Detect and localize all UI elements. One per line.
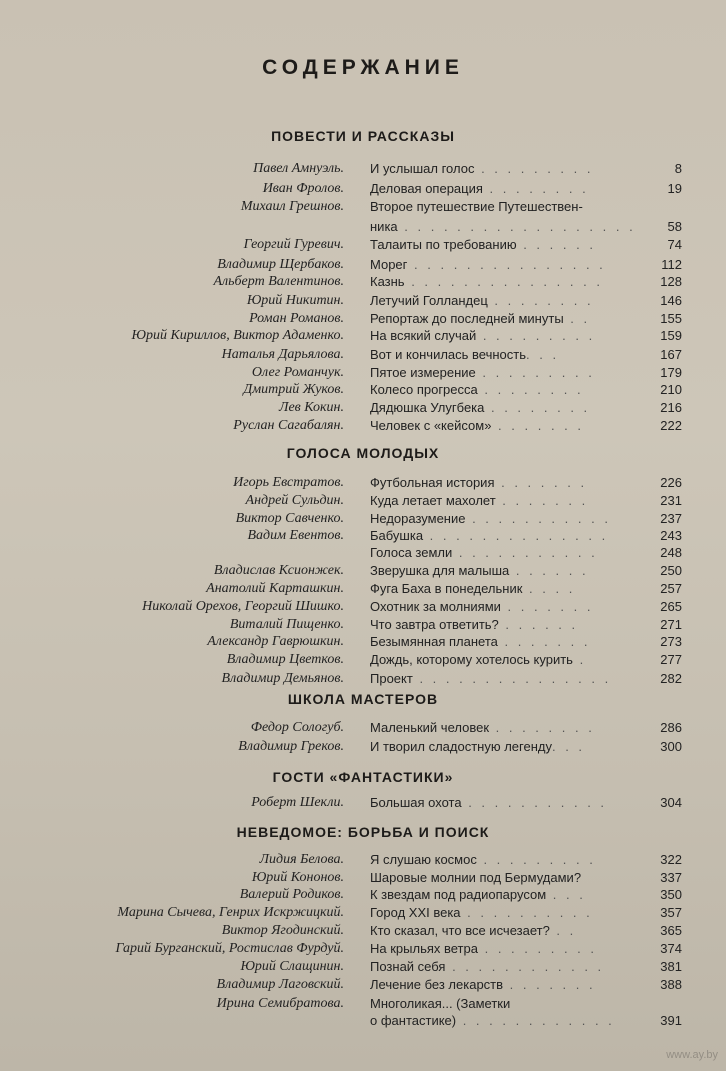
entry-page-number: 381 bbox=[660, 959, 682, 974]
entry-leader-dots: . . bbox=[563, 311, 591, 326]
entry-leader-dots: . . . . . . bbox=[498, 617, 579, 632]
entry-title bbox=[370, 346, 559, 363]
section-heading-stories: ПОВЕСТИ И РАССКАЗЫ bbox=[271, 128, 455, 144]
section-heading-masters-school: ШКОЛА МАСТЕРОВ bbox=[287, 691, 439, 707]
toc-entry bbox=[0, 598, 726, 616]
entry-title-text: На всякий случай bbox=[370, 328, 477, 343]
entry-author: Анатолий Карташкин. bbox=[206, 581, 344, 596]
entry-author: Юрий Кириллов, Виктор Адаменко. bbox=[131, 328, 344, 343]
entry-title-text: Голоса земли bbox=[370, 545, 453, 560]
entry-title-text: Дождь, которому хотелось курить bbox=[370, 652, 573, 667]
entry-page-number: 273 bbox=[660, 634, 682, 649]
entry-title bbox=[370, 417, 584, 434]
entry-leader-dots: . . . bbox=[551, 739, 586, 754]
watermark: www.ay.by bbox=[666, 1049, 718, 1061]
entry-leader-dots: . . . bbox=[546, 887, 586, 902]
toc-entry bbox=[0, 364, 726, 382]
section-heading-guests: ГОСТИ «ФАНТАСТИКИ» bbox=[272, 769, 454, 785]
entry-leader-dots: . . . . . . . . . . . . . . . . . . bbox=[397, 219, 636, 234]
entry-leader-dots: . . . . . . . . . bbox=[477, 941, 597, 956]
entry-title bbox=[370, 474, 587, 491]
entry-author: Владимир Цветков. bbox=[226, 652, 344, 667]
entry-page-number: 226 bbox=[660, 475, 682, 490]
toc-entry bbox=[0, 327, 726, 345]
entry-title bbox=[370, 651, 586, 668]
entry-author: Роберт Шекли. bbox=[251, 795, 344, 810]
entry-author: Виктор Ягодинский. bbox=[221, 923, 344, 938]
entry-author: Виктор Савченко. bbox=[235, 511, 344, 526]
entry-leader-dots: . . . . . . . . . . . . . . . bbox=[407, 257, 606, 272]
entry-title-text: Летучий Голландец bbox=[370, 293, 488, 308]
toc-entry bbox=[0, 651, 726, 669]
toc-entry bbox=[0, 180, 726, 198]
entry-leader-dots: . . . . . . . . . . . bbox=[465, 511, 611, 526]
entry-title bbox=[370, 562, 589, 579]
entry-leader-dots: . . . . . . . . . . . . bbox=[456, 1013, 615, 1028]
entry-page-number: 231 bbox=[660, 493, 682, 508]
entry-author: Юрий Никитин. bbox=[246, 293, 344, 308]
entry-title-text: Многоликая... (Заметки bbox=[370, 996, 511, 1011]
entry-leader-dots: . . . . . . . . . bbox=[475, 365, 595, 380]
toc-entry bbox=[0, 580, 726, 598]
toc-entry bbox=[0, 160, 726, 178]
entry-page-number: 8 bbox=[674, 161, 682, 176]
entry-title bbox=[370, 958, 604, 975]
entry-title-text: Охотник за молниями bbox=[370, 599, 501, 614]
entry-title bbox=[370, 719, 595, 736]
entry-leader-dots: . . . . . . . . . . . . . . . bbox=[412, 671, 612, 686]
toc-entry bbox=[0, 417, 726, 435]
entry-title-text: Город XXI века bbox=[370, 905, 461, 920]
entry-author: Ирина Семибратова. bbox=[216, 996, 344, 1011]
toc-entry bbox=[0, 346, 726, 364]
entry-page-number: 277 bbox=[660, 652, 682, 667]
entry-author: Олег Романчук. bbox=[251, 365, 344, 380]
entry-title-text: Пятое измерение bbox=[370, 365, 476, 380]
entry-page-number: 282 bbox=[660, 671, 682, 686]
toc-entry bbox=[0, 381, 726, 399]
toc-entry bbox=[0, 492, 726, 510]
entry-leader-dots: . . . . . . . . bbox=[477, 382, 584, 397]
toc-entry bbox=[0, 616, 726, 634]
entry-page-number: 391 bbox=[660, 1013, 682, 1028]
toc-entry bbox=[0, 527, 726, 545]
entry-title-text: Морег bbox=[370, 257, 408, 272]
entry-author: Лев Кокин. bbox=[278, 400, 344, 415]
toc-entry bbox=[0, 738, 726, 756]
entry-leader-dots: . . . . . . . bbox=[503, 977, 596, 992]
entry-leader-dots: . . . . . . . . . . . . bbox=[445, 959, 605, 974]
entry-page-number: 167 bbox=[660, 347, 682, 362]
entry-title bbox=[370, 218, 636, 235]
entry-title bbox=[370, 940, 597, 957]
entry-page-number: 243 bbox=[660, 528, 682, 543]
entry-page-number: 388 bbox=[660, 977, 682, 992]
entry-title-text: Познай себя bbox=[370, 959, 446, 974]
entry-title-text: Я слушаю космос bbox=[370, 852, 477, 867]
entry-title-text: Колесо прогресса bbox=[370, 382, 478, 397]
entry-leader-dots: . . . . . . . . . . . bbox=[461, 795, 608, 810]
entry-leader-dots: . . . . . . bbox=[509, 563, 589, 578]
entry-title bbox=[370, 510, 611, 527]
entry-leader-dots: . . . . . . . . . bbox=[474, 161, 594, 176]
toc-entry bbox=[0, 218, 726, 236]
toc-entry bbox=[0, 474, 726, 492]
entry-title-text: Шаровые молнии под Бермудами? bbox=[370, 870, 582, 885]
entry-title-text: Казнь bbox=[370, 274, 405, 289]
toc-entry bbox=[0, 869, 726, 887]
toc-entry bbox=[0, 633, 726, 651]
entry-title bbox=[370, 886, 586, 903]
entry-leader-dots: . . . . . . . . . bbox=[476, 328, 596, 343]
entry-leader-dots: . . . . . . . bbox=[500, 599, 594, 614]
entry-page-number: 19 bbox=[667, 181, 682, 196]
entry-author: Николай Орехов, Георгий Шишко. bbox=[142, 599, 344, 614]
entry-title-text: Футбольная история bbox=[370, 475, 495, 490]
toc-entry bbox=[0, 995, 726, 1013]
entry-leader-dots: . . . . . . . . . . . . . . . bbox=[404, 274, 603, 289]
entry-leader-dots: . . . . . . . . bbox=[489, 720, 595, 735]
entry-author: Владимир Демьянов. bbox=[221, 671, 344, 686]
entry-author: Андрей Сульдин. bbox=[245, 493, 344, 508]
toc-entry bbox=[0, 922, 726, 940]
toc-entry bbox=[0, 904, 726, 922]
entry-title-text: Вот и кончилась вечность bbox=[370, 347, 526, 362]
entry-page-number: 250 bbox=[660, 563, 682, 578]
entry-title bbox=[370, 904, 593, 921]
toc-entry bbox=[0, 198, 726, 216]
toc-entry bbox=[0, 399, 726, 417]
entry-leader-dots: . . . . . . . . . . bbox=[460, 905, 593, 920]
toc-entry bbox=[0, 1012, 726, 1030]
entry-author: Федор Сологуб. bbox=[250, 720, 344, 735]
toc-entry bbox=[0, 236, 726, 254]
toc-entry bbox=[0, 719, 726, 737]
entry-title-text: На крыльях ветра bbox=[370, 941, 478, 956]
toc-entry bbox=[0, 273, 726, 291]
toc-entry bbox=[0, 510, 726, 528]
entry-page-number: 237 bbox=[660, 511, 682, 526]
entry-title bbox=[370, 492, 588, 509]
entry-title bbox=[370, 616, 578, 633]
entry-author: Марина Сычева, Генрих Искржицкий. bbox=[117, 905, 344, 920]
entry-title bbox=[370, 794, 607, 811]
entry-author: Владимир Греков. bbox=[238, 739, 344, 754]
entry-title bbox=[370, 922, 576, 939]
entry-page-number: 374 bbox=[660, 941, 682, 956]
entry-page-number: 365 bbox=[660, 923, 682, 938]
entry-page-number: 210 bbox=[660, 382, 682, 397]
entry-title bbox=[370, 364, 595, 381]
entry-title bbox=[370, 381, 584, 398]
entry-page-number: 350 bbox=[660, 887, 682, 902]
entry-title-text: К звездам под радиопарусом bbox=[370, 887, 547, 902]
entry-title bbox=[370, 292, 594, 309]
entry-leader-dots: . bbox=[572, 652, 587, 667]
entry-title-text: Безымянная планета bbox=[370, 634, 498, 649]
entry-title-text: Дядюшка Улугбека bbox=[370, 400, 485, 415]
entry-page-number: 286 bbox=[660, 720, 682, 735]
entry-author: Наталья Дарьялова. bbox=[221, 347, 344, 362]
entry-leader-dots: . . . . . . . bbox=[494, 475, 588, 490]
entry-author: Павел Амнуэль. bbox=[253, 161, 344, 176]
entry-title bbox=[370, 310, 590, 327]
toc-entry bbox=[0, 292, 726, 310]
entry-title-text: Большая охота bbox=[370, 795, 462, 810]
entry-author: Дмитрий Жуков. bbox=[243, 382, 344, 397]
entry-title-text: о фантастике) bbox=[370, 1013, 457, 1028]
toc-entry bbox=[0, 544, 726, 562]
entry-title bbox=[370, 670, 611, 687]
entry-author: Владислав Ксионжек. bbox=[213, 563, 344, 578]
entry-author: Александр Гаврюшкин. bbox=[207, 634, 344, 649]
entry-title bbox=[370, 976, 596, 993]
toc-entry bbox=[0, 562, 726, 580]
entry-author: Юрий Слащинин. bbox=[240, 959, 344, 974]
entry-title bbox=[370, 544, 598, 561]
entry-page-number: 248 bbox=[660, 545, 682, 560]
entry-title bbox=[370, 527, 608, 544]
entry-page-number: 300 bbox=[660, 739, 682, 754]
entry-page-number: 265 bbox=[660, 599, 682, 614]
entry-page-number: 304 bbox=[660, 795, 682, 810]
entry-title bbox=[370, 851, 596, 868]
entry-author: Роман Романов. bbox=[249, 311, 344, 326]
entry-title bbox=[370, 327, 595, 344]
entry-author: Руслан Сагабалян. bbox=[233, 418, 344, 433]
entry-leader-dots: . . . . . . . . bbox=[484, 400, 591, 415]
toc-entry bbox=[0, 670, 726, 688]
entry-author: Лидия Белова. bbox=[259, 852, 344, 867]
entry-leader-dots: . . bbox=[549, 923, 577, 938]
entry-author: Георгий Гуревич. bbox=[243, 237, 344, 252]
entry-title bbox=[370, 256, 606, 273]
entry-title bbox=[370, 273, 603, 290]
entry-page-number: 337 bbox=[660, 870, 682, 885]
entry-page-number: 357 bbox=[660, 905, 682, 920]
entry-title-text: Фуга Баха в понедельник bbox=[370, 581, 523, 596]
entry-title-text: Кто сказал, что все исчезает? bbox=[370, 923, 550, 938]
entry-author: Владимир Лаговский. bbox=[216, 977, 344, 992]
entry-title-text: Зверушка для малыша bbox=[370, 563, 510, 578]
entry-leader-dots: . . . . . . . bbox=[497, 634, 591, 649]
section-heading-young-voices: ГОЛОСА МОЛОДЫХ bbox=[286, 445, 440, 461]
toc-entry bbox=[0, 256, 726, 274]
entry-title-text: Что завтра ответить? bbox=[370, 617, 499, 632]
entry-author: Виталий Пищенко. bbox=[229, 617, 344, 632]
entry-page-number: 257 bbox=[660, 581, 682, 596]
entry-page-number: 159 bbox=[660, 328, 682, 343]
entry-leader-dots: . . . bbox=[526, 347, 560, 362]
entry-title bbox=[370, 236, 596, 253]
entry-page-number: 155 bbox=[660, 311, 682, 326]
entry-title-text: Куда летает махолет bbox=[370, 493, 496, 508]
toc-entry bbox=[0, 976, 726, 994]
entry-leader-dots: . . . . bbox=[522, 581, 576, 596]
toc-entry bbox=[0, 940, 726, 958]
entry-title bbox=[370, 738, 585, 755]
entry-page-number: 146 bbox=[660, 293, 682, 308]
entry-title bbox=[370, 1012, 615, 1029]
toc-entry bbox=[0, 310, 726, 328]
entry-title bbox=[370, 180, 589, 197]
entry-author: Вадим Евентов. bbox=[247, 528, 344, 543]
entry-author: Иван Фролов. bbox=[262, 181, 344, 196]
toc-entry bbox=[0, 958, 726, 976]
entry-leader-dots: . . . . . . . . . . . . . . bbox=[423, 528, 609, 543]
entry-page-number: 322 bbox=[660, 852, 682, 867]
entry-title-text: Второе путешествие Путешествен- bbox=[370, 199, 583, 214]
entry-leader-dots: . . . . . . . bbox=[495, 493, 589, 508]
entry-leader-dots: . . . . . . bbox=[516, 237, 596, 252]
entry-title-text: Маленький человек bbox=[370, 720, 490, 735]
toc-entry bbox=[0, 851, 726, 869]
entry-author: Альберт Валентинов. bbox=[213, 274, 344, 289]
entry-author: Юрий Кононов. bbox=[251, 870, 344, 885]
entry-title-text: Деловая операция bbox=[370, 181, 483, 196]
entry-title bbox=[370, 598, 594, 615]
entry-title bbox=[370, 995, 510, 1012]
entry-page-number: 216 bbox=[660, 400, 682, 415]
entry-leader-dots: . . . . . . . . bbox=[482, 181, 589, 196]
entry-title-text: Недоразумение bbox=[370, 511, 466, 526]
entry-title bbox=[370, 399, 590, 416]
entry-leader-dots: . . . . . . . bbox=[491, 418, 585, 433]
entry-title-text: Человек с «кейсом» bbox=[370, 418, 492, 433]
entry-title-text: Репортаж до последней минуты bbox=[370, 311, 564, 326]
entry-title-text: ника bbox=[370, 219, 398, 234]
entry-title-text: Лечение без лекарств bbox=[370, 977, 504, 992]
entry-author: Игорь Евстратов. bbox=[233, 475, 344, 490]
entry-leader-dots: . . . . . . . . . bbox=[476, 852, 596, 867]
entry-author: Владимир Щербаков. bbox=[217, 257, 344, 272]
entry-title-text: Проект bbox=[370, 671, 413, 686]
entry-title-text: И творил сладостную легенду bbox=[370, 739, 552, 754]
entry-title bbox=[370, 869, 581, 886]
toc-entry bbox=[0, 794, 726, 812]
page-title: СОДЕРЖАНИЕ bbox=[262, 56, 464, 79]
entry-page-number: 222 bbox=[660, 418, 682, 433]
entry-page-number: 74 bbox=[667, 237, 682, 252]
entry-author: Михаил Грешнов. bbox=[240, 199, 344, 214]
entry-page-number: 58 bbox=[667, 219, 682, 234]
entry-author: Гарий Бурганский, Ростислав Фурдуй. bbox=[115, 941, 344, 956]
entry-page-number: 112 bbox=[661, 257, 682, 272]
section-heading-unknown: НЕВЕДОМОЕ: БОРЬБА И ПОИСК bbox=[236, 824, 490, 840]
entry-page-number: 271 bbox=[660, 617, 682, 632]
entry-leader-dots: . . . . . . . . bbox=[487, 293, 594, 308]
toc-entry bbox=[0, 886, 726, 904]
entry-page-number: 128 bbox=[660, 274, 682, 289]
entry-leader-dots: . . . . . . . . . . . bbox=[452, 545, 598, 560]
entry-title bbox=[370, 633, 590, 650]
entry-title-text: Талаиты по требованию bbox=[370, 237, 517, 252]
entry-title bbox=[370, 580, 575, 597]
entry-title-text: Бабушка bbox=[370, 528, 424, 543]
entry-title bbox=[370, 160, 593, 177]
entry-author: Валерий Родиков. bbox=[239, 887, 344, 902]
entry-title-text: И услышал голос bbox=[370, 161, 475, 176]
entry-title bbox=[370, 198, 583, 215]
entry-page-number: 179 bbox=[660, 365, 682, 380]
